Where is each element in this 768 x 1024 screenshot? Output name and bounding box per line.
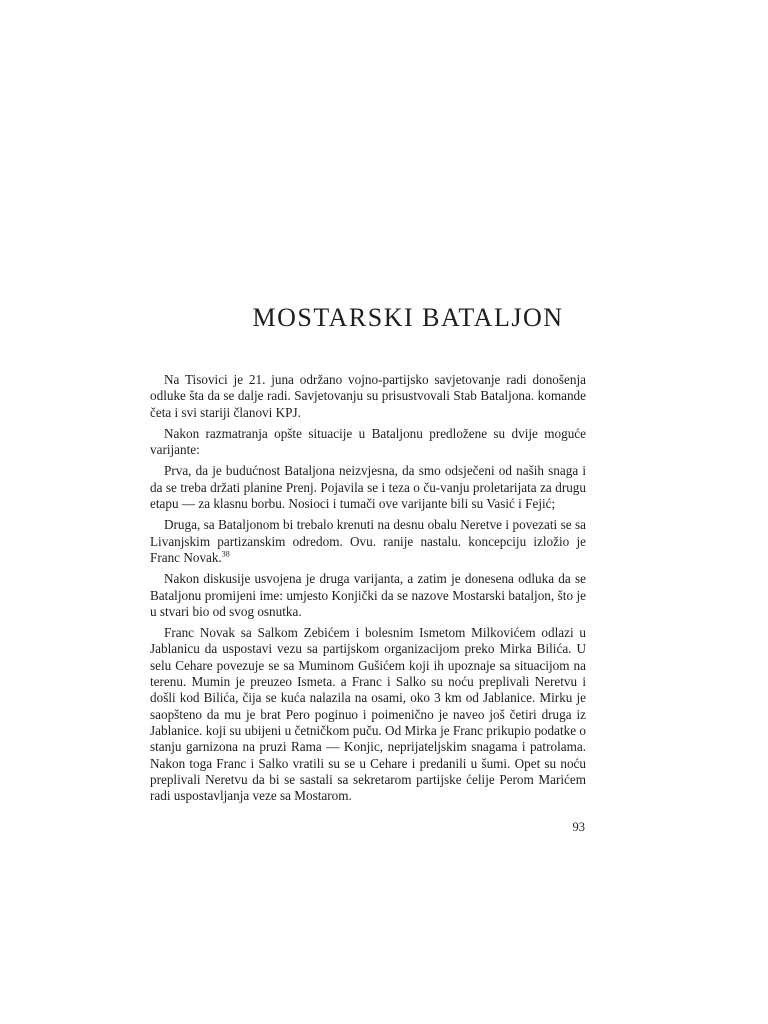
paragraph [150,426,586,459]
paragraph [150,625,586,804]
footnote-marker: 38 [221,549,230,559]
paragraph-text: Franc Novak sa Salkom Zebićem i bolesnim Ismetom Milkovićem odlazi u Jablanicu da uspostavi vezu sa partijskom organizacijom preko Mirka Bilića. U selu Cehare povezuje se sa Muminom Gušićem koji ih upoznaje sa situacijom na terenu. Mumin je preuzeo Ismeta. a Franc i Salko su noću preplivali Neretvu i došli kod Bilića, čija se kuća nalazila na osami, oko 3 km od Jablanice. Mirku je saopšteno da mu je brat Pero poginuo i poimenično je naveo još četiri druga iz Jablanice. koji su ubijeni u četničkom puču. Od Mirka je Franc prikupio podatke o stanju garnizona na pruzi Rama — Konjic, neprijateljskim snagama i patrolama. Nakon toga Franc i Salko vratili su se u Cehare i predanili u šumi. Opet su noću preplivali Neretvu da bi se sastali sa sekretarom partijske ćelije Perom Marićem radi uspostavljanja veze sa Mostarom. [150,625,586,804]
paragraph-text: Nakon razmatranja opšte situacije u Bataljonu predložene su dvije moguće varijante: [150,425,586,458]
paragraph-text: Na Tisovici je 21. juna održano vojno-partijsko savjetovanje radi donošenja odluke šta da se dalje radi. Savjetovanju su prisustvovali Stab Bataljona. komande četa i svi stariji članovi KPJ. [150,372,586,420]
body-text [150,372,586,809]
page-number: 93 [572,820,585,834]
paragraph [150,571,586,620]
paragraph [150,372,586,421]
paragraph [150,463,586,512]
paragraph-text: Druga, sa Bataljonom bi trebalo krenuti na desnu obalu Neretve i povezati se sa Livanjskim partizanskim odredom. Ovu. ranije nastalu. koncepciju izložio je Franc Novak. [150,517,586,565]
chapter-title: MOSTARSKI BATALJON [252,303,564,332]
paragraph [150,517,586,566]
paragraph-text: Prva, da je budućnost Bataljona neizvjesna, da smo odsječeni od naših snaga i da se treba držati planine Prenj. Pojavila se i teza o ču-vanju proletarijata za drugu etapu — za klasnu borbu. Nosioci i tumači ove varijante bili su Vasić i Fejić; [150,463,586,512]
paragraph-text: Nakon diskusije usvojena je druga varijanta, a zatim je donesena odluka da se Bataljonu promijeni ime: umjesto Konjički da se nazove Mostarski bataljon, što je u stvari bio od svog osnutka. [150,571,586,619]
